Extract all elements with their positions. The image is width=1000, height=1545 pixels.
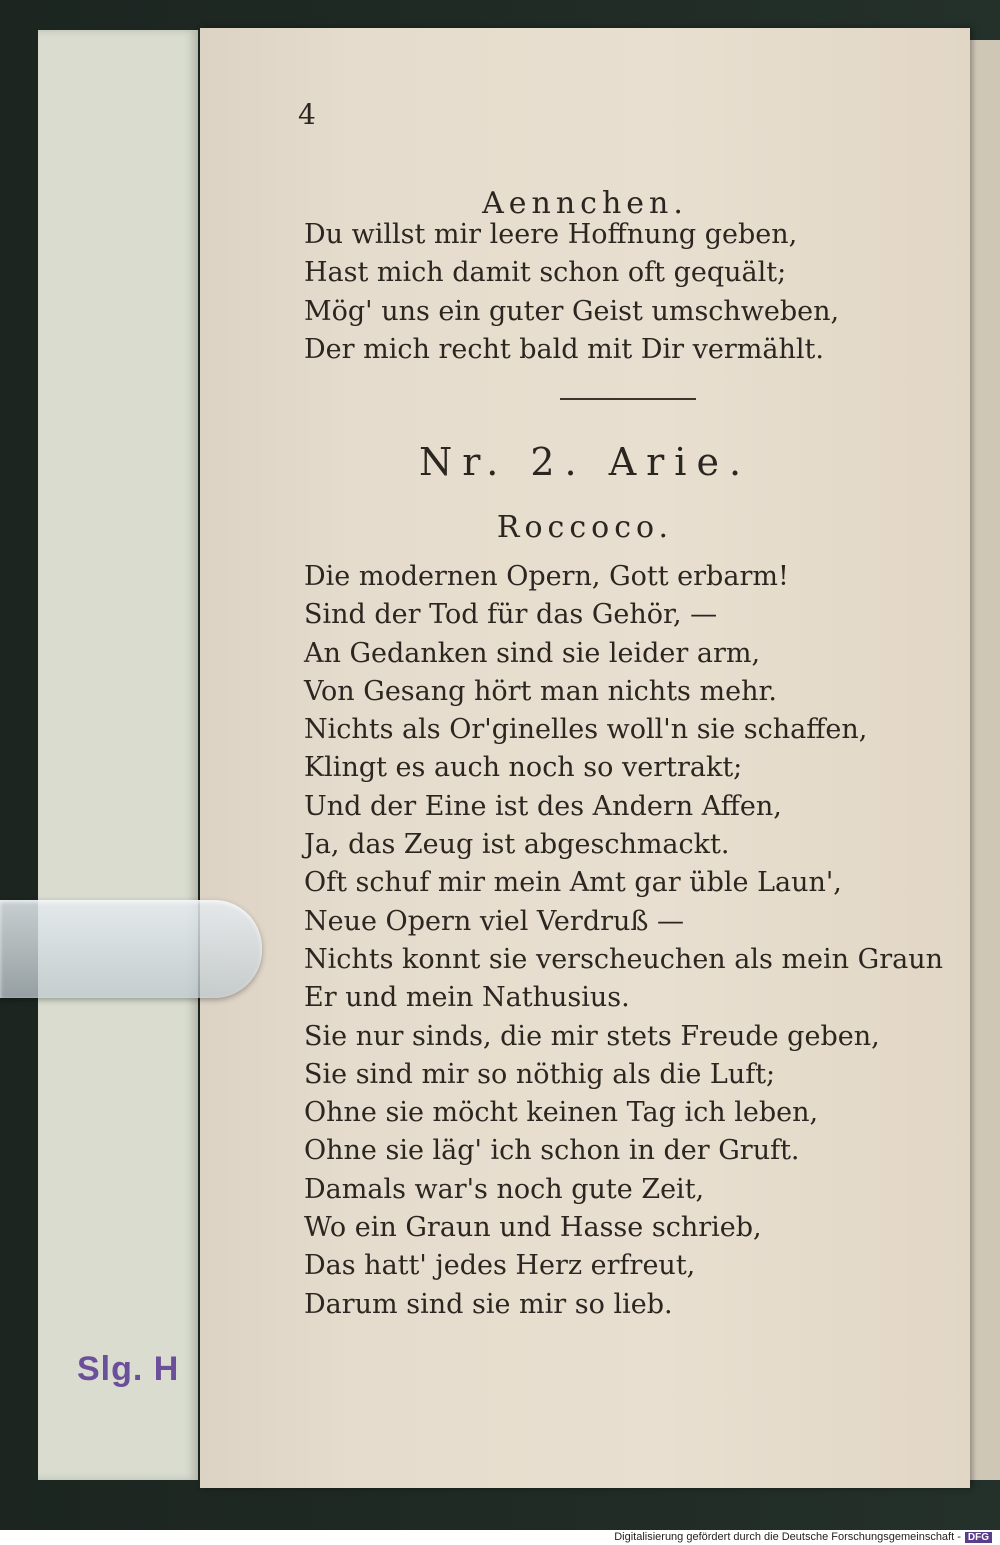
speaker-heading-aennchen: Aennchen. bbox=[482, 186, 688, 221]
verse-line: Nichts als Or'ginelles woll'n sie schaffen, bbox=[304, 714, 868, 746]
credit-text: Digitalisierung gefördert durch die Deutsche Forschungsgemeinschaft - bbox=[614, 1531, 961, 1543]
verse-line: Ohne sie möcht keinen Tag ich leben, bbox=[304, 1097, 819, 1129]
verse-line: Hast mich damit schon oft gequält; bbox=[304, 257, 787, 289]
verse-roccoco bbox=[304, 558, 943, 1324]
verse-line: An Gedanken sind sie leider arm, bbox=[304, 637, 761, 669]
speaker-heading-roccoco: Roccoco. bbox=[496, 510, 674, 545]
verse-line: Sie nur sinds, die mir stets Freude geben, bbox=[304, 1020, 880, 1052]
glass-bookmark bbox=[0, 900, 262, 998]
verse-line: Ja, das Zeug ist abgeschmackt. bbox=[304, 829, 730, 861]
verse-line: Die modernen Opern, Gott erbarm! bbox=[304, 561, 789, 592]
page-number: 4 bbox=[298, 98, 316, 131]
section-divider bbox=[560, 398, 696, 400]
verse-line: Ohne sie läg' ich schon in der Gruft. bbox=[304, 1135, 800, 1167]
verse-line: Sie sind mir so nöthig als die Luft; bbox=[304, 1058, 776, 1090]
verse-line: Damals war's noch gute Zeit, bbox=[304, 1173, 705, 1205]
aria-heading: Nr. 2. Arie. bbox=[418, 440, 752, 484]
verse-line: Das hatt' jedes Herz erfreut, bbox=[304, 1250, 696, 1282]
verse-line: Du willst mir leere Hoffnung geben, bbox=[304, 219, 798, 250]
verse-line: Darum sind sie mir so lieb. bbox=[304, 1288, 673, 1320]
verse-line: Und der Eine ist des Andern Affen, bbox=[304, 790, 782, 822]
verse-line: Klingt es auch noch so vertrakt; bbox=[304, 752, 743, 784]
verse-line: Mög' uns ein guter Geist umschweben, bbox=[304, 295, 840, 327]
shelfmark-label: Slg. H bbox=[77, 1350, 180, 1388]
verse-line: Neue Opern viel Verdruß — bbox=[304, 905, 685, 937]
verse-line: Er und mein Nathusius. bbox=[304, 982, 630, 1014]
verse-aennchen bbox=[304, 216, 839, 369]
verse-line: Nichts konnt sie verscheuchen als mein Graun bbox=[304, 943, 943, 975]
digitization-credit bbox=[614, 1531, 992, 1543]
verse-line: Sind der Tod für das Gehör, — bbox=[304, 599, 718, 631]
library-slip bbox=[38, 30, 198, 1480]
verse-line: Von Gesang hört man nichts mehr. bbox=[304, 675, 777, 707]
book-page bbox=[200, 28, 970, 1488]
verse-line: Der mich recht bald mit Dir vermählt. bbox=[304, 333, 824, 365]
dfg-logo: DFG bbox=[965, 1532, 992, 1543]
verse-line: Wo ein Graun und Hasse schrieb, bbox=[304, 1212, 762, 1244]
verse-line: Oft schuf mir mein Amt gar üble Laun', bbox=[304, 867, 842, 899]
